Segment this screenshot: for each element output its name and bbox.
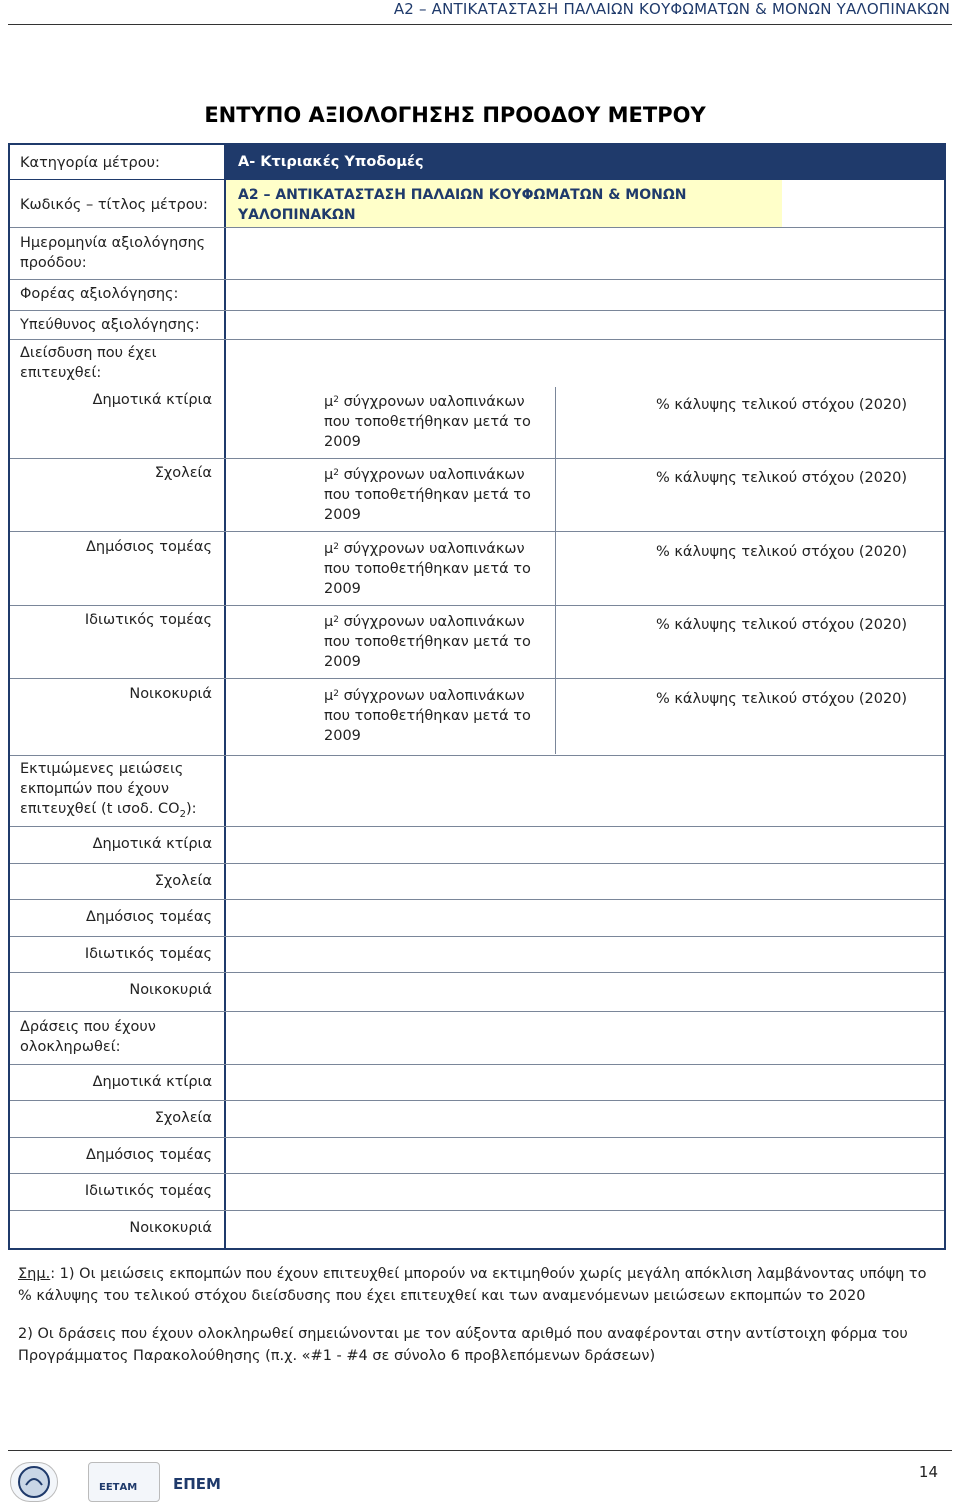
- coverage-label: % κάλυψης τελικού στόχου (2020): [656, 544, 908, 560]
- sector-value-input[interactable]: [226, 1066, 944, 1102]
- sector-label: Νοικοκυριά: [129, 982, 212, 998]
- coverage-label: % κάλυψης τελικού στόχου (2020): [656, 691, 908, 707]
- responsible-value[interactable]: [226, 311, 944, 339]
- unit-prefix: μ: [324, 541, 334, 557]
- evaluation-form-table: [8, 143, 946, 1250]
- date-label: Ημερομηνία αξιολόγησης προόδου:: [20, 235, 206, 271]
- unit-text: σύγχρονων υαλοπινάκων που τοποθετήθηκαν μετά το 2009: [324, 688, 531, 744]
- actions-label: Δράσεις που έχουν ολοκληρωθεί:: [20, 1019, 156, 1055]
- sector-label: Δημοτικά κτίρια: [92, 392, 212, 408]
- unit-sup: 2: [333, 542, 339, 552]
- sector-label: Ιδιωτικός τομέας: [84, 1183, 212, 1199]
- page-number: 14: [918, 1463, 938, 1481]
- penetration-value-input[interactable]: [226, 533, 318, 603]
- logo-3: [165, 1462, 220, 1502]
- penetration-unit: [324, 465, 554, 525]
- notes-prefix: Σημ.: [18, 1266, 51, 1282]
- emissions-label-suffix: ):: [185, 801, 197, 817]
- responsible-label: Υπεύθυνος αξιολόγησης:: [20, 317, 200, 333]
- penetration-value-input[interactable]: [226, 606, 318, 676]
- category-label: Κατηγορία μέτρου:: [20, 155, 160, 171]
- logo-2: [88, 1462, 160, 1502]
- penetration-value-input[interactable]: [226, 459, 318, 529]
- note-1-text: : 1) Οι μειώσεις εκπομπών που έχουν επιτευχθεί μπορούν να εκτιμηθούν χωρίς μεγάλη απόκλιση λαμβάνοντας υπόψη το % κάλυψης του τελικού στόχου διείσδυσης που έχει επιτευχθεί και των αναμενόμενων μειώσεων εκπομπών το 2020: [18, 1266, 927, 1304]
- sector-label: Δημόσιος τομέας: [85, 909, 212, 925]
- emissions-label-text: Εκτιμώμενες μειώσεις εκπομπών που έχουν επιτευχθεί (t ισοδ. CO: [20, 761, 184, 817]
- penetration-unit: [324, 686, 554, 746]
- unit-text: σύγχρονων υαλοπινάκων που τοποθετήθηκαν μετά το 2009: [324, 614, 531, 670]
- note-1: [18, 1263, 938, 1307]
- coverage-label: % κάλυψης τελικού στόχου (2020): [656, 397, 908, 413]
- penetration-value-input[interactable]: [226, 680, 318, 750]
- penetration-value-input[interactable]: [226, 386, 318, 456]
- coverage-label: % κάλυψης τελικού στόχου (2020): [656, 617, 908, 633]
- body-label: Φορέας αξιολόγησης:: [20, 286, 179, 302]
- sector-value-input[interactable]: [226, 901, 944, 937]
- unit-text: σύγχρονων υαλοπινάκων που τοποθετήθηκαν μετά το 2009: [324, 541, 531, 597]
- sector-label: Δημόσιος τομέας: [85, 539, 212, 555]
- code-value[interactable]: Α2 – ΑΝΤΙΚΑΤΑΣΤΑΣΗ ΠΑΛΑΙΩΝ ΚΟΥΦΩΜΑΤΩΝ & ΜΟΝΩΝ ΥΑΛΟΠΙΝΑΚΩΝ: [226, 180, 782, 227]
- sector-label: Δημόσιος τομέας: [85, 1147, 212, 1163]
- logo-2-text: ΕΕΤΑΜ: [99, 1482, 138, 1493]
- sector-value-input[interactable]: [226, 828, 944, 864]
- emissions-label-sub: 2: [179, 808, 186, 820]
- sector-value-input[interactable]: [226, 1212, 944, 1248]
- sector-value-input[interactable]: [226, 865, 944, 901]
- sector-value-input[interactable]: [226, 974, 944, 1010]
- date-value[interactable]: [226, 228, 944, 278]
- footer-divider: [8, 1450, 952, 1451]
- emissions-label: [20, 759, 210, 825]
- logo-3-text: ΕΠΕΜ: [173, 1475, 221, 1493]
- unit-text: σύγχρονων υαλοπινάκων που τοποθετήθηκαν μετά το 2009: [324, 467, 531, 523]
- coverage-label: % κάλυψης τελικού στόχου (2020): [656, 470, 908, 486]
- sector-value-input[interactable]: [226, 1102, 944, 1138]
- penetration-unit: [324, 392, 554, 452]
- sector-label: Ιδιωτικός τομέας: [84, 612, 212, 628]
- sector-value-input[interactable]: [226, 1139, 944, 1175]
- unit-sup: 2: [333, 689, 339, 699]
- unit-sup: 2: [333, 615, 339, 625]
- unit-prefix: μ: [324, 614, 334, 630]
- notes-block: [18, 1263, 938, 1367]
- penetration-unit: [324, 612, 554, 672]
- sector-label: Σχολεία: [154, 465, 212, 481]
- unit-sup: 2: [333, 468, 339, 478]
- code-label: Κωδικός – τίτλος μέτρου:: [20, 197, 208, 213]
- unit-prefix: μ: [324, 394, 334, 410]
- logo-1-icon: [11, 1463, 57, 1501]
- header-divider: [8, 24, 952, 25]
- note-2: 2) Οι δράσεις που έχουν ολοκληρωθεί σημειώνονται με τον αύξοντα αριθμό που αναφέρονται στην αντίστοιχη φόρμα του Προγράμματος Παρακολούθησης (π.χ. «#1 - #4 σε σύνολο 6 προβλεπόμενων δράσεων): [18, 1326, 908, 1364]
- penetration-unit: [324, 539, 554, 599]
- sector-value-input[interactable]: [226, 938, 944, 974]
- body-value[interactable]: [226, 280, 944, 310]
- sector-label: Δημοτικά κτίρια: [92, 1074, 212, 1090]
- sector-label: Δημοτικά κτίρια: [92, 836, 212, 852]
- sector-label: Νοικοκυριά: [129, 1220, 212, 1236]
- sector-label: Σχολεία: [154, 873, 212, 889]
- sector-label: Νοικοκυριά: [129, 686, 212, 702]
- running-header-title: Α2 – ΑΝΤΙΚΑΤΑΣΤΑΣΗ ΠΑΛΑΙΩΝ ΚΟΥΦΩΜΑΤΩΝ & ΜΟΝΩΝ ΥΑΛΟΠΙΝΑΚΩΝ: [393, 0, 950, 18]
- unit-text: σύγχρονων υαλοπινάκων που τοποθετήθηκαν μετά το 2009: [324, 394, 531, 450]
- sector-label: Ιδιωτικός τομέας: [84, 946, 212, 962]
- form-title: ΕΝΤΥΠΟ ΑΞΙΟΛΟΓΗΣΗΣ ΠΡΟΟΔΟΥ ΜΕΤΡΟΥ: [204, 103, 706, 127]
- logo-1: [10, 1462, 58, 1502]
- unit-prefix: μ: [324, 467, 334, 483]
- sector-label: Σχολεία: [154, 1110, 212, 1126]
- unit-prefix: μ: [324, 688, 334, 704]
- unit-sup: 2: [333, 395, 339, 405]
- category-value[interactable]: Α- Κτιριακές Υποδομές: [226, 145, 944, 179]
- sector-value-input[interactable]: [226, 1175, 944, 1211]
- penetration-label: Διείσδυση που έχει επιτευχθεί:: [20, 345, 157, 381]
